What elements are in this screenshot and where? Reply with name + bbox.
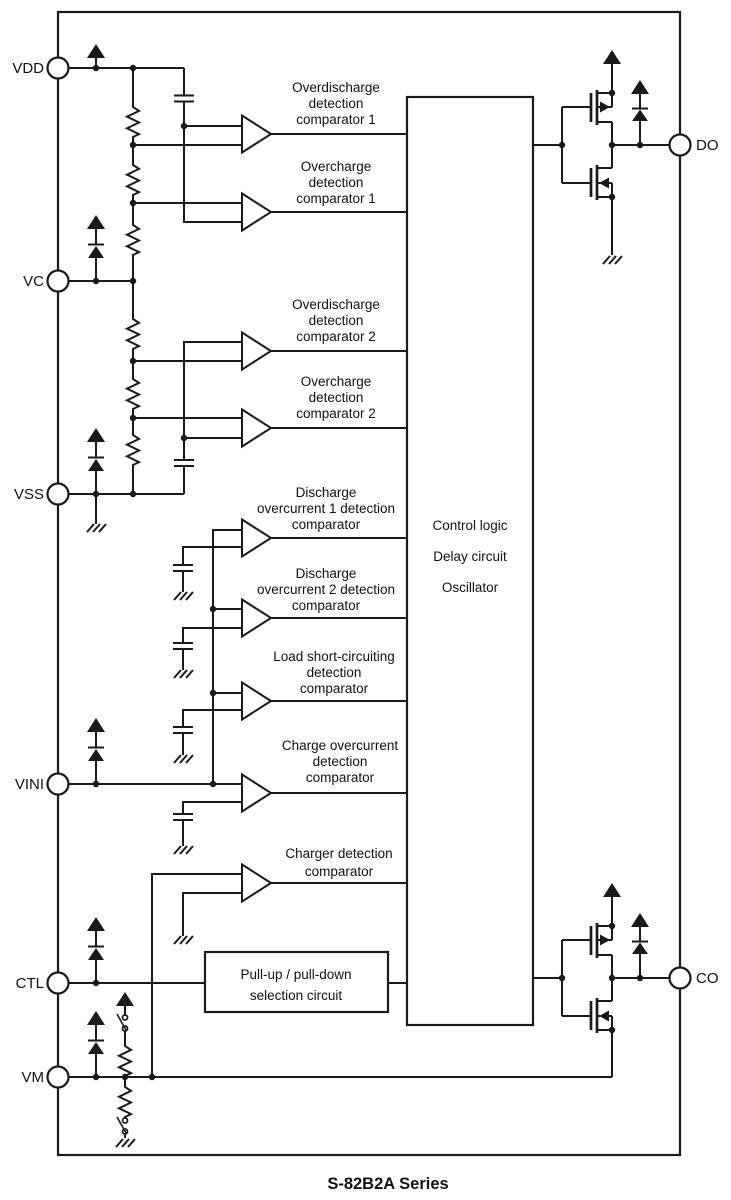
comparator-5-label: Discharge bbox=[295, 485, 357, 500]
control-block-labels bbox=[432, 518, 507, 595]
svg-text:comparator: comparator bbox=[291, 517, 361, 532]
svg-text:comparator: comparator bbox=[299, 681, 369, 696]
svg-text:comparator 2: comparator 2 bbox=[296, 406, 376, 421]
pin-vss bbox=[48, 484, 69, 505]
svg-text:detection: detection bbox=[308, 390, 364, 405]
delay-circuit-label: Delay circuit bbox=[433, 549, 507, 564]
oscillator-label: Oscillator bbox=[441, 580, 499, 595]
svg-text:comparator 2: comparator 2 bbox=[296, 329, 376, 344]
svg-text:comparator 1: comparator 1 bbox=[296, 191, 376, 206]
control-logic-label: Control logic bbox=[432, 518, 508, 533]
svg-text:detection: detection bbox=[312, 754, 368, 769]
comparator-7-label: Load short-circuiting bbox=[273, 649, 395, 664]
comparator-3-label: Overdischarge bbox=[292, 297, 380, 312]
comparator-8-label: Charge overcurrent bbox=[281, 738, 399, 753]
comparator-1-label: Overdischarge bbox=[292, 80, 380, 95]
svg-text:comparator: comparator bbox=[305, 770, 375, 785]
svg-text:comparator: comparator bbox=[291, 598, 361, 613]
svg-text:detection: detection bbox=[308, 96, 364, 111]
pin-label-vm: VM bbox=[21, 1069, 44, 1086]
svg-text:detection: detection bbox=[308, 313, 364, 328]
pin-vini bbox=[48, 774, 69, 795]
pin-label-co: CO bbox=[696, 970, 719, 987]
svg-text:overcurrent 2 detection: overcurrent 2 detection bbox=[256, 582, 396, 597]
svg-text:detection: detection bbox=[306, 665, 362, 680]
pin-ctl bbox=[48, 973, 69, 994]
comparator-6-label: Discharge bbox=[295, 566, 357, 581]
pin-co bbox=[670, 968, 691, 989]
comparator-2-label: Overcharge bbox=[300, 159, 372, 174]
svg-text:comparator 1: comparator 1 bbox=[296, 112, 376, 127]
pullup-pulldown-box bbox=[205, 952, 388, 1012]
diagram-caption: S-82B2A Series bbox=[327, 1175, 449, 1193]
pin-vm bbox=[48, 1067, 69, 1088]
comparator-9-label: Charger detection bbox=[285, 846, 393, 861]
pin-do bbox=[670, 135, 691, 156]
pin-label-do: DO bbox=[696, 137, 719, 154]
pin-label-vss: VSS bbox=[13, 486, 44, 503]
svg-text:detection: detection bbox=[308, 175, 364, 190]
pin-vc bbox=[48, 271, 69, 292]
pin-vdd bbox=[48, 58, 69, 79]
svg-text:selection circuit: selection circuit bbox=[249, 988, 343, 1003]
comparator-4-label: Overcharge bbox=[300, 374, 372, 389]
svg-text:overcurrent 1 detection: overcurrent 1 detection bbox=[256, 501, 396, 516]
pin-label-vini: VINI bbox=[14, 776, 44, 793]
pin-label-ctl: CTL bbox=[15, 975, 44, 992]
pin-label-vdd: VDD bbox=[12, 60, 44, 77]
pin-label-vc: VC bbox=[23, 273, 44, 290]
pullup-box-label: Pull-up / pull-down bbox=[240, 967, 352, 982]
svg-text:comparator: comparator bbox=[304, 864, 374, 879]
